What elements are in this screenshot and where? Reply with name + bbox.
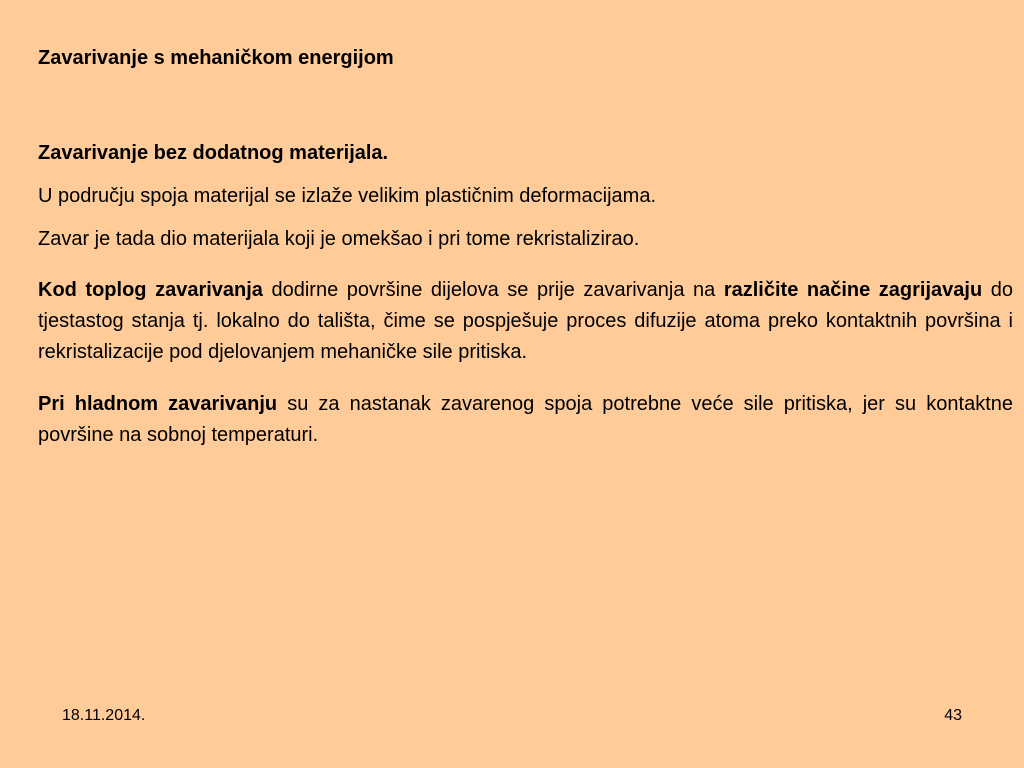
slide-page-number: 43	[944, 707, 962, 724]
hot-welding-text-b: do tjestastog stanja tj. lokalno do tališta, čime se pospješuje proces difuzije atoma preko kontaktnih površina i rekristalizacije pod djelovanjem mehaničke sile pritiska.	[38, 279, 1013, 363]
slide-subtitle: Zavarivanje bez dodatnog materijala.	[38, 142, 389, 164]
deformation-statement: U području spoja materijal se izlaže velikim plastičnim deformacijama.	[38, 185, 657, 207]
cold-welding-text: su za nastanak zavarenog spoja potrebne veće sile pritiska, jer su kontaktne površine na sobnoj temperaturi.	[38, 393, 1013, 446]
slide-title: Zavarivanje s mehaničkom energijom	[38, 47, 394, 69]
hot-welding-lead: Kod toplog zavarivanja	[38, 279, 263, 301]
hot-welding-text-a: dodirne površine dijelova se prije zavarivanja na	[262, 279, 724, 301]
hot-welding-emphasis: različite načine zagrijavaju	[723, 279, 983, 301]
cold-welding-paragraph	[38, 389, 1013, 451]
footer-date: 18.11.2014.	[62, 707, 146, 724]
cold-welding-lead: Pri hladnom zavarivanju	[38, 393, 278, 415]
hot-welding-paragraph	[38, 275, 1013, 368]
recrystallization-statement: Zavar je tada dio materijala koji je omekšao i pri tome rekristalizirao.	[38, 228, 640, 250]
slide-content	[38, 138, 1013, 451]
